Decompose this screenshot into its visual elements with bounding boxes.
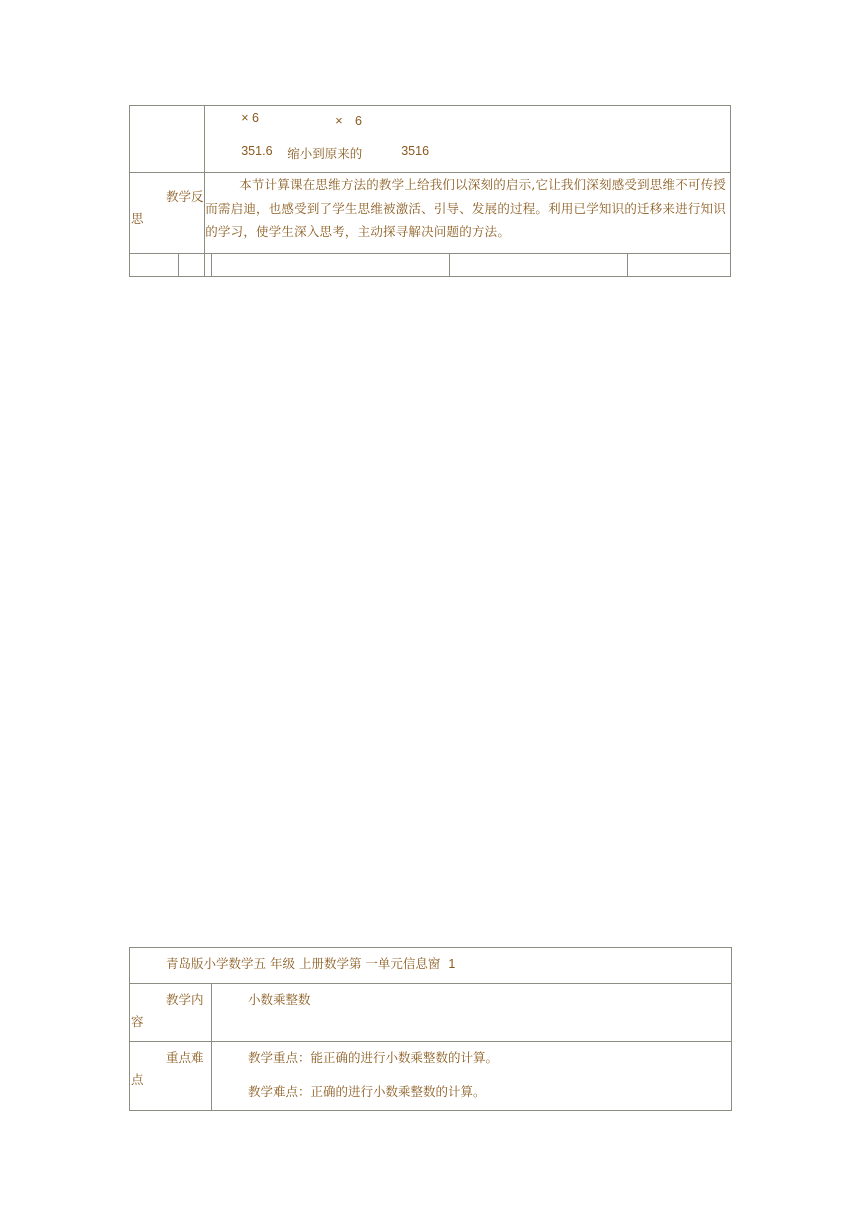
content-value-cell (212, 984, 732, 1042)
empty-cell (627, 254, 730, 277)
reflection-label: 教学反 思 (130, 173, 205, 254)
empty-cell (130, 254, 179, 277)
lesson-number: 1 (448, 957, 456, 971)
lesson-title: 青岛版小学数学五 年级 上册数学第 一单元信息窗 1 (166, 956, 456, 971)
calc-multiplier-left: × 6 (241, 111, 259, 125)
key-point-text: 教学重点：能正确的进行小数乘整数的计算。 (248, 1050, 499, 1065)
empty-cell (450, 254, 628, 277)
empty-label-cell (130, 106, 205, 173)
empty-cell (212, 254, 450, 277)
calc-multiplier-right: × 6 (335, 114, 362, 128)
reflection-text: 本节计算课在思维方法的教学上给我们以深刻的启示,它让我们深刻感受到思维不可传授而需启迪，也感受到了学生思维被激活、引导、发展的过程。利用已学知识的迁移来进行知识的学习，使学生深入思考，主动探寻解决问题的方法。 (205, 173, 731, 254)
lesson-header (130, 948, 732, 984)
calc-product: 351.6 (241, 144, 273, 158)
key-difficult-cell (212, 1042, 732, 1111)
difficult-point-text: 教学难点：正确的进行小数乘整数的计算。 (248, 1084, 486, 1099)
empty-cell (179, 254, 205, 277)
calc-shrink-text: 缩小到原来的 (287, 146, 363, 161)
lesson-table-continued (129, 105, 731, 277)
calc-integer-result: 3516 (401, 144, 430, 158)
content-value: 小数乘整数 (248, 992, 311, 1007)
content-label: 教学内 容 (130, 984, 212, 1042)
empty-cell (205, 254, 212, 277)
calculation-cell (205, 106, 731, 173)
key-difficult-label: 重点难 点 (130, 1042, 212, 1111)
lesson-plan-table (129, 947, 732, 1111)
